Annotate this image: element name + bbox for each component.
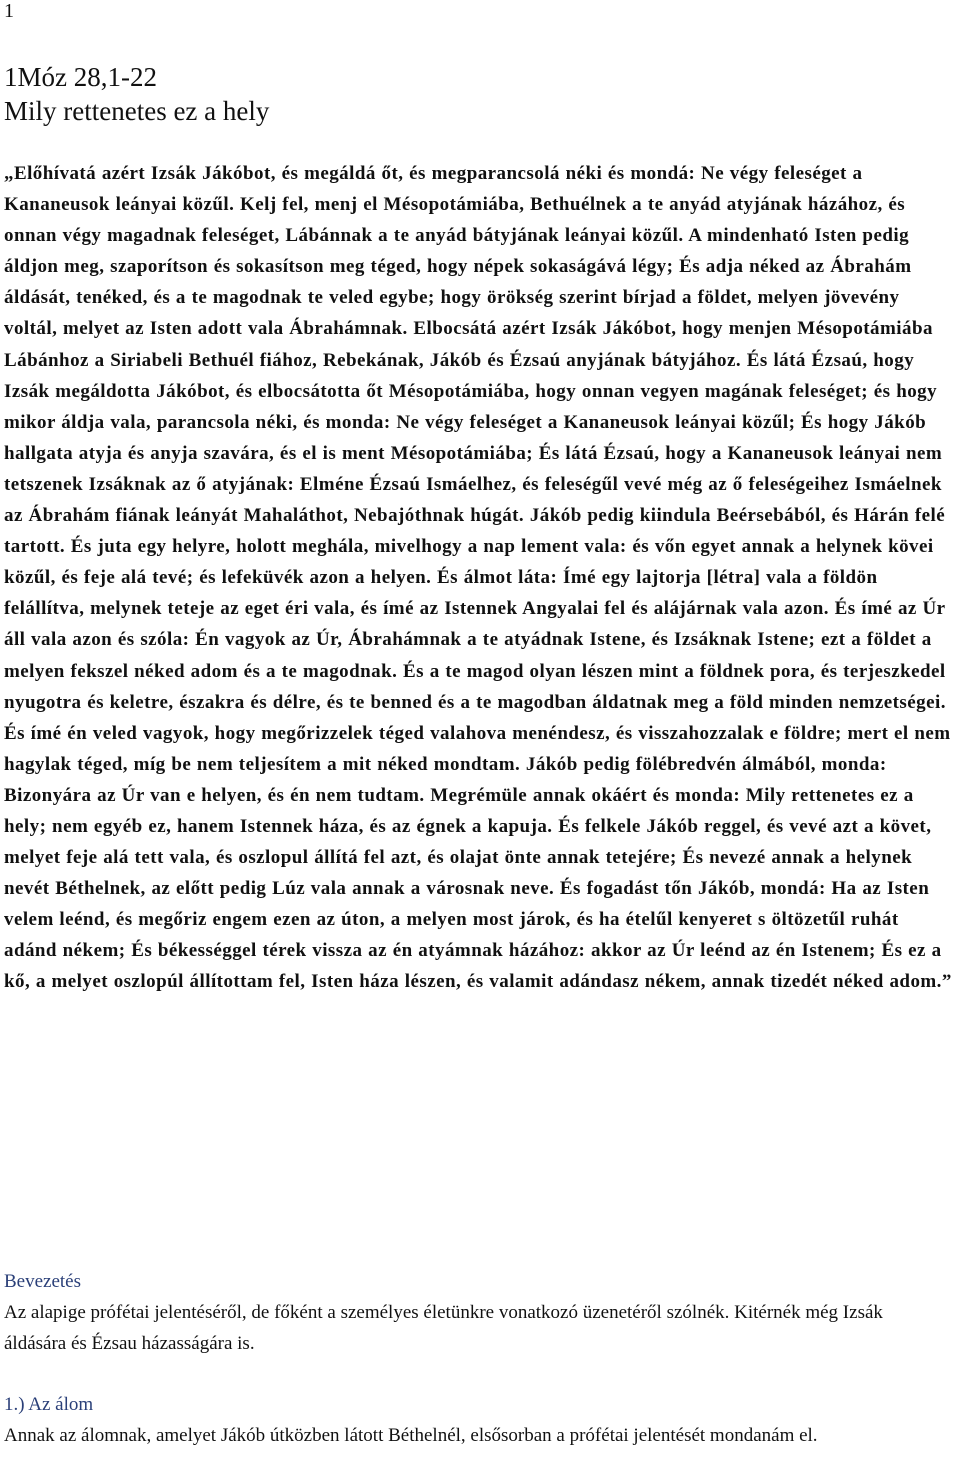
section-heading: Bevezetés: [4, 1271, 82, 1292]
section-paragraph: Az alapige prófétai jelentéséről, de főként a személyes életünkre vonatkozó üzenetéről szólnék. Kitérnék még Izsák áldására és Ézsau házasságára is.: [4, 1302, 883, 1354]
section-paragraph: Annak az álomnak, amelyet Jákób útközben látott Béthelnél, elsősorban a prófétai jelentését mondanám el.: [4, 1425, 818, 1446]
page-number: 1: [4, 0, 14, 22]
scripture-quote: „Előhívatá azért Izsák Jákóbot, és megáldá őt, és megparancsolá néki és mondá: Ne végy feleséget a Kananeusok leányai közűl. Kelj fel, menj el Mésopotámiába, Bethuélnek a te anyád atyjának házához, és onnan végy magadnak feleséget, Lábánnak a te anyád bátyjának leányai közűl. A mindenható Isten pedig áldjon meg, szaporítson és sokasítson meg téged, hogy népek sokaságává légy; És adja néked az Ábrahám áldását, tenéked, és a te magodnak te veled egybe; hogy örökség szerint bírjad a földet, melyen jövevény voltál, melyet az Isten adott vala Ábrahámnak. Elbocsátá azért Izsák Jákóbot, hogy menjen Mésopotámiába Lábánhoz a Siriabeli Bethuél fiához, Rebekának, Jákób és Ézsaú anyjának bátyjához. És látá Ézsaú, hogy Izsák megáldotta Jákóbot, és elbocsátotta őt Mésopotámiába, hogy onnan vegyen magának feleséget; és hogy mikor áldja vala, parancsola néki, és monda: Ne végy feleséget a Kananeusok leányai közűl; És hogy Jákób hallgata atyja és anyja szavára, és el is ment Mésopotámiába; És látá Ézsaú, hogy a Kananeusok leányai nem tetszenek Izsáknak az ő atyjának: Elméne Ézsaú Ismáelhez, és feleségűl vevé még az ő feleségeihez Ismáelnek az Ábrahám fiának leányát Mahaláthot, Nebajóthnak húgát. Jákób pedig kiindula Beérsebából, és Hárán felé tartott. És juta egy helyre, holott meghála, mivelhogy a nap lement vala: és vőn egyet annak a helynek kövei közűl, és feje alá tevé; és lefeküvék azon a helyen. És álmot láta: Ímé egy lajtorja [létra] vala a földön felállítva, melynek teteje az eget éri vala, és ímé az Istennek Angyalai fel és alájárnak vala azon. És ímé az Úr áll vala azon és szóla: Én vagyok az Úr, Ábrahámnak a te atyádnak Istene, és Izsáknak Istene; ezt a földet a melyen fekszel néked adom és a te magodnak. És a te magod olyan lészen mint a földnek pora, és terjeszkedel nyugotra és keletre, északra és délre, és te benned és a te magodban áldatnak meg a föld minden nemzetségei. És ímé én veled vagyok, hogy megőrizzelek téged valahova menéndesz, és visszahozzalak e földre; mert el nem hagylak téged, míg be nem teljesítem a mit néked mondtam. Jákób pedig fölébredvén álmából, monda: Bizonyára az Úr van e helyen, és én nem tudtam. Megrémüle annak okáért és monda: Mily rettenetes ez a hely; nem egyéb ez, hanem Istennek háza, és az égnek a kapuja. És felkele Jákób reggel, és vevé azt a követ, melyet feje alá tett vala, és oszlopul állítá fel azt, és olajat önte annak tetejére; És nevezé annak a helynek nevét Béthelnek, az előtt pedig Lúz vala annak a városnak neve. És fogadást tőn Jákób, mondá: Ha az Isten velem leénd, és megőriz engem ezen az úton, a melyen most járok, és ha ételűl kenyeret s öltözetűl ruhát adánd nékem; És békességgel térek vissza az én atyámnak házához: akkor az Úr leénd az én Istenem; És ez a kő, a melyet oszlopúl állítottam fel, Isten háza lészen, és valamit adándasz nékem, annak tizedét néked adom.”: [4, 163, 952, 993]
section-introduction: [4, 1267, 956, 1359]
sermon-title: Mily rettenetes ez a hely: [4, 96, 270, 126]
section-dream: [4, 1390, 956, 1451]
scripture-reference: 1Móz 28,1-22: [4, 62, 157, 92]
title-block: [4, 60, 269, 128]
section-heading: 1.) Az álom: [4, 1394, 94, 1415]
